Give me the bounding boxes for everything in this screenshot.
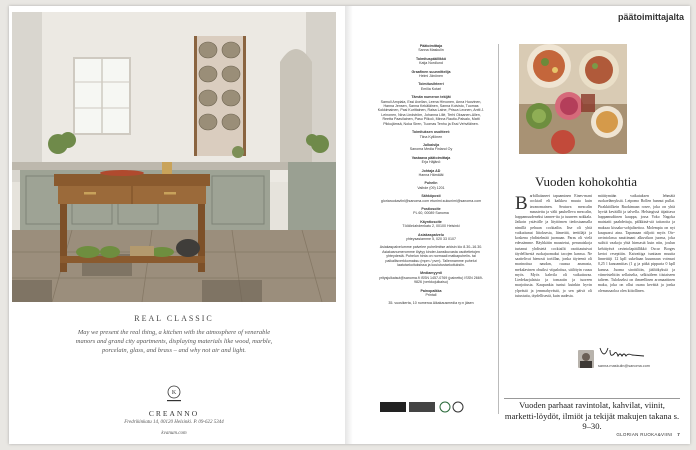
- editorial-column-1: [515, 194, 592, 299]
- colophon-entry: Johtaja AD Hanna Hämäläi: [418, 168, 444, 177]
- ad-body-text: May we present the real thing, a kitchen with the atmosphere of venerable manors and grand city apartments, displaying materials like wood, marble, porcelain, glass, and brass – and why not air and light.: [75, 329, 273, 354]
- section-tag: päätoimittajalta: [617, 12, 684, 22]
- colophon-entry: Graafinen suunnittelija Helmi Jänönen: [411, 69, 451, 79]
- brand-name: CREANNO: [148, 409, 200, 418]
- creanno-logo-icon: [161, 384, 187, 404]
- tagline: Vuoden parhaat ravintolat, kahvilat, viinit, marketti-löydöt, ilmiöt ja tekijät makujen takana s. 9–30.: [504, 400, 680, 431]
- ad-title: REAL CLASSIC: [134, 314, 214, 323]
- editor-email: sanna.maskulin@sanoma.com: [598, 364, 650, 368]
- colophon-entry: Postiosoite PL 60, 00089 Sanoma: [413, 206, 449, 216]
- colophon-entry: Painopaikka Printall: [420, 288, 442, 298]
- colophon-entry: Toimituspäällikkö Katja Nordlund: [415, 56, 447, 66]
- kitchen-photo: [12, 12, 336, 302]
- colophon-entry: Vastaava päätoimittaja Erja Häjänö: [411, 155, 451, 165]
- brand-url: kvanum.com: [161, 431, 187, 436]
- colophon-entry: Asiakaspalvelumme palvelee puhelimitse arkisin klo 8.30–16.30. Asiakasnumeromme löytyy kinder-kansikuvasta osoitetietojen yhteydestä. Puhelun hinta on normaali matkapuhelin- tai paikallisverkkomaksu (mpm / pvm). Tallennamme puhelut laatutarkoituksissa ja koulutustarkoituksiin.: [379, 245, 483, 268]
- colophon-entry: Asiakaspalvelu yhteysasiamme 5, 020 33 0107: [406, 232, 456, 241]
- colophon-entry: Käyntiosoite Töölönlahdenkatu 2, 00100 Helsinki: [402, 219, 460, 229]
- certification-logos: [378, 400, 488, 414]
- colophon-entry: 35. vuosikerta, 10 numeroa Aikakausmedia ry:n jäsen: [388, 301, 474, 306]
- editorial-title: Vuoden kohokohtia: [534, 174, 638, 189]
- page-number: 7: [677, 432, 680, 437]
- editorial-text-2: mäittymään vaikutuksen lehmäiä ruokaelämyksiä. Leipomo Rollen hunnut pullat. Pirakkitilkein Ruokimaan rosee, joka on yhtä hyvää keväällä ja talvella. Helsingissä täjaittava happamudiinen kauppa, jossa Yoko Nagoka maistatti paahdettuja, pälkkinä-siä tattaroita ja maksaa kissako-sobjalisettoa. Molempia on nyt kaupsassi aina. Tapamaan riiljotti myös Oiv-ravintolassa nauttimani alkuvikon juoma, joka suihtii vaakoja yhtä hirmastä kuin niin, joulun kehittyävä ravintolapäällikkö Oscar Borges kertoi resepttiin. Kaivattiga tuntiaan muutta linnettiiji 12 kpll sukeltaan kuunnaan voimuri 0,25 l kanoamiitas (1 g ja pitkä pippuria 0 kpll kanssa. Juoma sirottiltiin, jäältökyksiä ja viimeistelttiin sellaiselta, selkisäleen tiistaiseen talteen. Tulokseksi on ihmeellinen aromaattinen maku, joka on ollut osana kevättä ja jonka olemassaoloa olen kiitollinen.: [598, 194, 675, 293]
- colophon-entry: Päätoimittaja Sanna Maskulin: [418, 44, 444, 53]
- column-divider: [498, 44, 499, 414]
- colophon-entry: Mediamyynti yritysjulkaisut@sanoma.fi ISSN 1457-0769 (painettu) ISSN 2669-9826 (verkkojulkaisu): [379, 271, 483, 285]
- colophon-entry: Julkaisija Sanoma Media Finland Oy: [409, 142, 453, 152]
- editor-portrait: [578, 350, 594, 368]
- footer-magazine: GLORIAN RUOKA&VIINI: [616, 432, 673, 437]
- editorial-text-1: arbillaitaneet tapaaminen Eines-mani cocktail eli kaikkea muuta kuin tavanomainen. Seutuva mezcalin maustettu ja välii pauhelleva mezcalin, happamuudeneksi tannee-ita ja tuuneen nokkala. Jatkoin ystävälle ja lityttömen tiedostaamalla nimillä pehuan cocktailin. Itse oli yhtä vaikuttunut liitoksesta, liimettiä, teettiläjä ja koskena yhdistelmää juomaan. Paras oli vielä edessämme. Räyhkätin maustetut, perunaiskoja turtanut yhdistetä cocktailit osoittautuivat täydellisestä ruokajuomaksi tacojen kanssa. Ne saattelivat hienosti tortillan, jonka täyteenä oli marinoitua naudan, ruusua ananasta, mekalavinen ohuiksi viipaloitua, säilötyin ruusu myös. Myös kahvila oli vaikuttavaa. Liedekarjalaisia ja tomaatin ja tuoreen marjoitusta. Kaupunkia tuntui kuinkin hyvin ylpeästä ja jemmahyvästä, jo sen päivä oli tutustuttu, täydellisestä, kuin uudesta.: [515, 194, 592, 298]
- colophon-entry: Toimitusihteeri Emilia Kotari: [418, 82, 444, 91]
- colophon-entry: Toimituksen osoitteet: Tiina Kyllönen: [411, 130, 451, 139]
- svg-text:K: K: [171, 390, 177, 396]
- brand-address: Fredrikinkatu 14, 00120 Helsinki. P. 09-622 5344: [124, 420, 224, 425]
- tagline-rule: [504, 398, 680, 399]
- colophon-entry: Sähköposti gloriaruokaviini@sanoma.com etunimi.sukunimi@sanoma.com: [380, 194, 482, 203]
- drop-cap: B: [515, 193, 528, 214]
- spread-gutter: [345, 6, 353, 444]
- colophon: [376, 44, 486, 310]
- editor-signature: [598, 344, 668, 362]
- page-footer: [616, 432, 680, 437]
- colophon-entry: Tämän numeron tekijät Samuli Ampiala, Essi Avellan, Leena Hirvonen, Anna Huovinen, Hanna Jensen, Sanna Kekäläinen, Sanna Koivisto, Tuomas Kokkimainen, Pasi Kurittainen, Raisa Laine, Prisca Leonen, Antti J. Leinonen, Nina Lindström, Johanna Lillé, Terhi Oksanen-Allen, Reetta Paavilainen, Pasu Pilkoö, Minna Rautio-Palsalo, Matti Pikkujämsä, Noka Siren, Tuomas Tenhu ja Essi Vehviläinen.: [377, 95, 485, 126]
- food-photo: [519, 44, 627, 154]
- colophon-entry: Puhelin Vaihde (09) 1201: [417, 181, 445, 190]
- editorial-column-2: [598, 194, 675, 294]
